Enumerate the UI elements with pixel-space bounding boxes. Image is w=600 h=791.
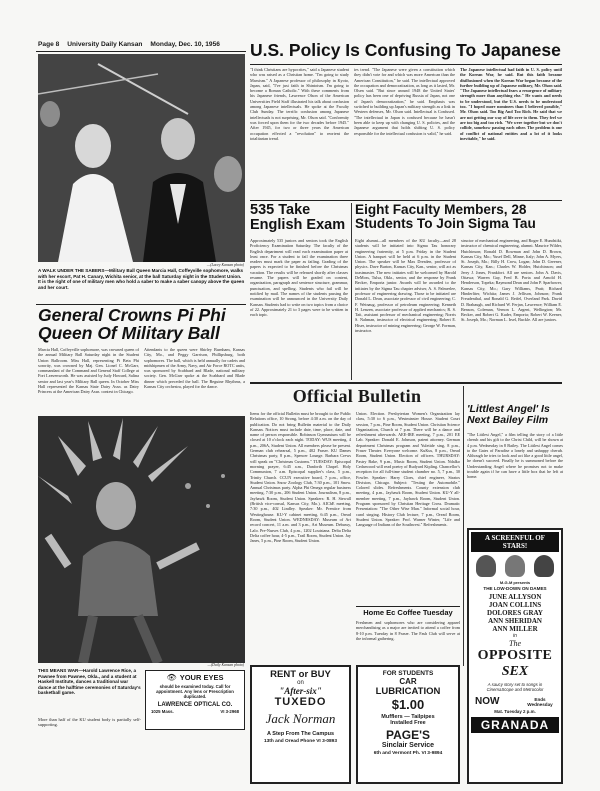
- us-policy-col3: The Japanese intellectual had faith in U. S. policy until the Korean War, he said. But this faith became disillusioned when the Korean War began because of the further building up of Japanese military, Mr. Olson said. "The Japanese intellectual fears a resurgence of military strength more than anything else." He wants and needs to be understood, but the U.S. needs to be understood too. "I hoped more nominees than I believed possible," Mr. Olson said. Too Big And Too Rich. He said that we are not getting our way of life over to them. They feel we are too big and too rich. "We were together but we don't collide, somehow passing each other. The problem is one of conflict of national entities and a lot of it looks inevitable," he said.: [460, 67, 562, 141]
- coffee-text: Freshmen and sophomores who are considering apparel merchandising as a major are invited to attend a coffee from 8-10 p.m. Tuesday in 8 Fraser. The Fash Club will serve at the informal gathering.: [356, 620, 460, 641]
- english-exam-divider: [351, 203, 352, 380]
- us-policy-bottom-rule: [250, 200, 562, 201]
- granada-the: The: [509, 639, 521, 648]
- optical-name: LAWRENCE OPTICAL CO.: [157, 701, 233, 708]
- optical-phone: VI 3-2968: [220, 708, 239, 714]
- war-dance-photo: [38, 416, 245, 663]
- tux-step: A Step From The Campus: [266, 731, 335, 737]
- granada-now: NOW: [475, 696, 500, 707]
- military-ball-photo-image: [38, 54, 245, 262]
- lube-price: $1.00: [391, 697, 425, 712]
- self-supporting-note: More than half of the KU student body is partially self-supporting.: [38, 717, 141, 728]
- tux-tuxedo: TUXEDO: [274, 696, 327, 708]
- us-policy-col1: "I think Christians are hypocrites," said a Japanese student who was raised as a Christian home. "I'm going to study Marxism." A Japanese professor of philosophy in Kyoto, Japan, said, "I've just faith in Shintoism. I'm going to become a Roman Catholic." With these comments from his Japanese friends, Lawrence Olson of the American Universities Field Staff illustrated his talk about confusion among Japanese intellectuals. He spoke at the Faculty Club Sunday. The terrific confusion among Japanese intellectuals is not surprising, Mr. Olson said. "Conformity was forced upon them for the two decades before 1945." After 1945, for two or three years the American occupation effected a "revolution" to reorient the totalitarian trend.: [250, 67, 349, 141]
- page-number: Page 8: [38, 41, 60, 48]
- littlest-angel-text: "The Littlest Angel," a film telling the story of a little cherub and his gift to the Christ Child, will be shown at 4 p.m. Wednesday in 8 Bailey. The Littlest Angel comes to the Gates of Paradise a lonely and unhappy cherub. Although he tries to look and act like a good little angel, he doesn't succeed. Finally he is summoned before the Understanding Angel where he promises not to make trouble again if he can have a little box that he left at home.: [467, 432, 563, 480]
- optical-title: YOUR EYES: [179, 673, 224, 682]
- lube-for-students: FOR STUDENTS: [382, 670, 434, 677]
- lube-address: 6th and Vermont Ph. VI 3-9894: [373, 751, 443, 756]
- war-photo-credit: —(Daily Kansan photo): [207, 663, 244, 667]
- star-joan: JOAN COLLINS: [488, 601, 542, 609]
- top-photo-caption: A WALK UNDER THE SABERS—Military Ball Queen Marcia Hall, Coffeyville sophomore, walks with her escort, Pat H. Canary, Wichita senior, at the ball Saturday night in the Student Union. It is the right of one of military men who hold a saber to make a saber canopy above the queen and her court.: [38, 268, 245, 290]
- coffee-headline: Home Ec Coffee Tuesday: [363, 608, 453, 617]
- granada-lowdown: THE LOW-DOWN ON DAMES: [483, 586, 547, 591]
- star-june: JUNE ALLYSON: [488, 593, 542, 601]
- folio-rule: [36, 51, 246, 52]
- war-photo-caption: THIS MEANS WAR—Harold Lawrence Rice, a Pawnee from Pawnee, Okla., and a student at Haskell Institute, dances a traditional war dance at the halftime ceremonies of Saturday's basketball game.: [38, 668, 141, 696]
- lube-mufflers: Mufflers — Tailpipes: [381, 714, 435, 720]
- bulletin-top-rule: [250, 382, 562, 384]
- faculty-col2: structor of mechanical engineering, and Roger E. Hundstikt, instructor of chemical engineering, alumni. Maurice Wilder, Hutchinson; Ronald D. Bowman and John D. Brown, Kansas City, Mo.; Yusef Dell, Minne, Italy; John A. Myers, St. Joseph, Mo.; Billy H. Crow, Logan; John D. Greener, Kansas City, Kan.; Charles W. Holder, Hutchinson; and Jerry J. Jones, Frankfort. All are seniors. John A. Davis, Ottawa; Warren Gay, Fred B. Porta and Arnold H. Henderson, Topeka; Raymond Dean and John P. Sparhower, Kansas City, Mo.; Gary Williams, Pratt; Richard Hinderliter, Wichita; James J. Jellison, Johnson; Frank Freudenthal, and Ronald G. Reifel, Overland Park. David D. Brabaugh, and Richard W. Ferjan, Lawrence; William E. Benson, Coleman, Vernon L. Argent, Wellington; Mr. Becker, and Robert G. Kuder, Emporia; Robert W. Keener, St. Joseph, Mo.; Norman L. Irsel, Buckle. All are juniors.: [461, 238, 562, 323]
- lawrence-optical-ad: [145, 670, 245, 730]
- bulletin-title: Official Bulletin: [292, 386, 422, 406]
- granada-ad: [467, 528, 563, 784]
- us-policy-col2: ies trend. "The Japanese were given a constitution which they didn't vote for and which was more American than the American Constitution," he said. The intellectual approved the occupation and democratization, as long as it lasted, Mr. Olsen said. "But since around 1948 the United States' policy has been one of depriving Russia of Japan, not one of Japan's democratization," he said. Emphasis was switched to building up Japan's military strength as a link in Western defenses, Mr. Olson said. Intellectual is Confused. "The intellectual in Japan is confused because he hasn't been able to keep up with changing U. S. policies, and the Japanese argument that holds shifting U. S. policy responsible for the intellectual confusion is valid," he said.: [354, 67, 455, 136]
- war-dance-photo-image: [38, 416, 245, 663]
- granada-theater: GRANADA: [471, 717, 559, 733]
- granada-matinee: Mat. Tuesday 2 p.m.: [494, 709, 536, 714]
- english-exam-headline: 535 Take English Exam: [250, 202, 346, 233]
- lubrication-ad: [356, 665, 460, 784]
- tux-aftersix: "After-six": [279, 686, 322, 696]
- top-photo-credit: —(Lacey Kansan photo): [206, 263, 244, 267]
- granada-ends: Ends Wednesday: [527, 696, 553, 707]
- star-ann-miller: ANN MILLER: [492, 625, 538, 633]
- star-portrait: [534, 555, 554, 577]
- us-policy-rule: [250, 64, 562, 65]
- lube-installed: Installed Free: [390, 720, 426, 726]
- granada-in: in: [513, 633, 517, 639]
- english-exam-text: Approximately 535 juniors and seniors took the English Proficiency Examination Saturday. The faculty of the English department will read each examination paper at least once. For a student to fail the examination three readers must mark the paper as failing. Grading of the papers is expected to be finished before the Christmas vacation. The results will be released shortly after classes resume. The papers will be graded on content, organization, paragraph and sentence structure, grammar, punctuation, and spelling. Students who fail will be notified by mail. The names of the students passing the examination will be announced in the University Daily Kansan. Students had to write on two topics from a choice of 22. Approximately 21 to 3 pages were to be written in each topic.: [250, 238, 348, 318]
- granada-sex: SEX: [501, 664, 529, 679]
- tux-rent: RENT or BUY: [270, 669, 331, 680]
- bulletin-col1: Items for the official Bulletin must be brought to the Public Relations office, 10 Strong, before 4:30 a.m. on the day of publication. Do not bring Bulletin material to the Daily Kansan. Notices must include date, time, place, date, and name of person responsible. Robinson Gymnasium will be closed at 10 o'clock each night. TODAY: WUS meeting, 4 p.m., 206A, Student Union. All members please be present. German club rehearsal, 5 p.m., 402 Fraser. KU Dames Christmas party, 8 p.m., Spencer Lounge. Barbara Crews will speak on "Christmas Customs." TUESDAY: Episcopal morning prayer, 6:45 a.m., Danforth Chapel. Holy Communion, 7 a.m. Episcopal supplier's class, 5 p.m., Trinity Church. CCUN executive board, 7 p.m., office, Student Union. Snow Zoology Club, 7:30 p.m., 101 Snow. Annual Christmas party. Alpha Phi Omega regular business meeting, 7:30 p.m., 206 Student Union. Journalism, 8 p.m., Jayhawk Room, Student Union. Speakers: R. H. Siewall (British vice-consul, Kansas City, Mo.). AIChE meeting, 7:30 p.m., 402 Lindley. Speaker: Mr. Prentice from Westinghouse. KU-Y cabinet meeting, 6:45 p.m., Oread Room, Student Union. WEDNESDAY: Museum of Art record concert, 11 a.m. and 3 p.m., Art Museum. Debussy, Lalo. Pre-Nurses Club, 4 p.m., 1202 Louisiana. Delta Delta Delta coffee hour, 4-5 p.m., Trail Room, Student Union. Jay Janes, 5 p.m., Pine Room, Student Union.: [250, 411, 351, 544]
- star-portrait: [476, 555, 496, 577]
- paper-name: University Daily Kansan: [67, 41, 143, 48]
- lube-sinclair: Sinclair Service: [381, 742, 435, 749]
- star-portraits: [471, 555, 559, 577]
- faculty-headline: Eight Faculty Members, 28 Students To Join Sigma Tau: [355, 202, 536, 231]
- optical-line1: should be examined today. Call for appointment. Any lens or Prescription duplicated.: [156, 684, 234, 700]
- bulletin-col2: Union. Election. Presbyterian Women's Organization lay class, 5:30 to 6 p.m., Westminster House. Student Court session, 7 p.m., Pine Room, Student Union. Christian Science Organization, Church at 7 p.m. There will be a dance and refreshment afterwards. AEE-IRE meeting, 7 p.m., 201 EE Lab. Speaker: Donald E. Johnson, patent attorney. German department Christmas program and Yuletide sing, 8 p.m., Fraser Theater. Everyone welcome. KuKus, 8 p.m., Oread Room, Student Union. Election of officers. THURSDAY: Pastry Bake, 9 p.m., Music Room, Student Union. Ndalko Cedarwood will read poetry of Rudyard Kipling. Chancellor's reception for all full-time student chamber no. 5, 7 p.m., 30 Fowler. Speaker: Harry Cloes, chief engineer, Stratos Division, Chicago. Subject: "Testing the Automobile." Colored slides. Refreshments. County extension club meeting, 4 p.m., Jayhawk Room, Student Union. KU-Y all-member meeting, 7 p.m., Jayhawk Room, Student Union. Program sponsored by Christian Heritage Cross. Dramatic Presentation: "The Other Wise Man." Informal social hour, carol singing. History Club lecture, 7 p.m., Oread Room, Student Union. Speaker: Prof. Warner Winter, "Life and Language of Indians of the Southwest." Refreshments.: [356, 411, 460, 528]
- granada-tagline: A SCREENFUL OF STARS!: [471, 532, 559, 552]
- granada-saucy: A saucy story set to songs in CinemaScope and Metrocolor: [486, 682, 544, 692]
- littlest-angel-headline: 'Littlest Angel' Is Next Bailey Film: [467, 403, 550, 426]
- eye-icon: 👁: [166, 673, 177, 682]
- optical-address: 1025 Mass.: [151, 708, 174, 714]
- star-dolores: DOLORES GRAY: [487, 609, 543, 617]
- general-crowns-headline: General Crowns Pi Phi Queen Of Military Ball: [38, 305, 226, 343]
- tux-address: 13th and Oread Phone VI 3-0893: [263, 739, 338, 744]
- faculty-col1: Eight alumni—all members of the KU faculty—and 28 students will be initiated into Sigma Tau honorary engineering fraternity, at 5 p.m. Friday in the Student Union. A banquet will be held at 6 p.m. in the Student Union. The speaker will be Max Dresden, professor of physics. Dave Burton, Kansas City, Kan., senior, will act as toastmaster. The new initiates will be welcomed by Harold DeMoss, Tulsa, Okla., senior, and the response by Frank Becker, Emporia junior. Awards will be awarded to the initiates by the Sigma Tau chapter adviser, A. S. Palmerlee, professor of engineering drawing. Those to be initiated are Donald L. Dean, associate professor of civil engineering; C. F. Weinaug, professor of petroleum engineering; Kenneth H. Lenzen, associate professor of applied mechanics; R. S. Tait, assistant professor of mechanical engineering; Norris S. Nahman, instructor of electrical engineering; Robert E. Hiser, instructor of mining engineering; George W. Forman, instructor.: [355, 238, 456, 334]
- tux-on: on: [297, 680, 304, 686]
- tux-store: Jack Norman: [265, 711, 336, 726]
- coffee-rule: [356, 606, 460, 607]
- general-crowns-col2: Attendants to the queen were Shirley Burnham, Kansas City, Mo., and Peggy Garrison, Phillipsburg, both sophomores. The ball, which is held annually for cadets and midshipmen of the Army, Navy, and Air Force ROTC units, was sponsored by Scabbard and Blade, national military society. Gen. McGarr spoke at the Scabbard and Blade dinner which preceded the ball. The Beguine Rhythms, a Kansas City orchestra, played for the dance.: [144, 347, 245, 390]
- lube-car: CAR: [399, 677, 417, 686]
- star-ann-sheridan: ANN SHERIDAN: [488, 617, 542, 625]
- granada-studio: M-G-M presents: [499, 580, 531, 585]
- lube-lubrication: LUBRICATION: [375, 686, 441, 697]
- star-portrait: [505, 555, 525, 577]
- angel-divider: [463, 386, 464, 666]
- tuxedo-ad: [250, 665, 351, 784]
- military-ball-photo: [38, 54, 245, 262]
- general-crowns-col1: Marcia Hall, Coffeyville sophomore, was crowned queen of the annual Military Ball Saturday night in the Student Union Ballroom. Miss Hall, representing Pi Beta Phi sorority, was crowned by Maj. Gen. Lionel C. McGarr, commandant of the Command and General Staff College at Fort Leavenworth. He was assisted by Judy Howard, Salina senior and last year's Military Ball queen. In October Miss Hall represented the Kansas State Dairy Assn. as Dairy Princess at the American Dairy Assn. contest in Chicago.: [38, 347, 139, 395]
- issue-date: Monday, Dec. 10, 1956: [150, 41, 220, 48]
- us-policy-headline: U.S. Policy Is Confusing To Japanese: [250, 40, 561, 60]
- folio: [38, 41, 248, 48]
- lube-pages: PAGE'S: [386, 728, 430, 742]
- granada-opposite: OPPOSITE: [477, 648, 553, 663]
